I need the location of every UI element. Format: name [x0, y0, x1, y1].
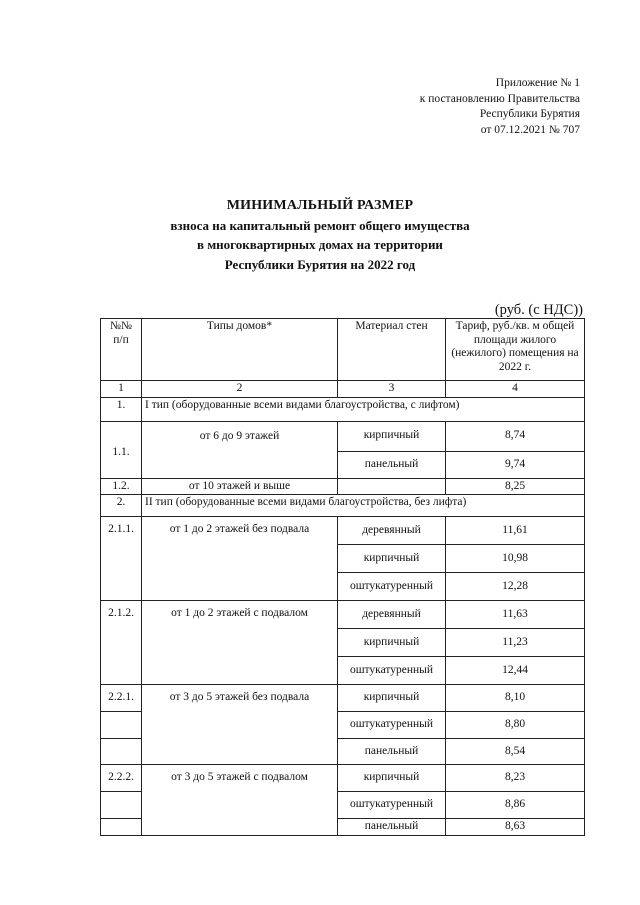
section-num: 1. — [101, 397, 142, 421]
empty-cell — [101, 739, 142, 765]
table-row — [101, 685, 585, 712]
row-type: от 1 до 2 этажей без подвала — [142, 517, 338, 601]
section-title: II тип (оборудованные всеми видами благоустройства, без лифта) — [142, 495, 585, 517]
row-tariff: 8,63 — [446, 819, 585, 836]
title-line: взноса на капитальный ремонт общего имущества — [170, 217, 470, 233]
col-number: 1 — [101, 381, 142, 398]
row-tariff: 8,54 — [446, 739, 585, 765]
row-tariff: 8,74 — [446, 421, 585, 451]
row-material: кирпичный — [338, 765, 446, 792]
row-material: оштукатуренный — [338, 792, 446, 819]
tariff-table — [100, 318, 585, 836]
row-material: панельный — [338, 819, 446, 836]
header-num: №№ п/п — [101, 319, 142, 381]
row-material: деревянный — [338, 601, 446, 629]
row-material: панельный — [338, 739, 446, 765]
section-row — [101, 495, 585, 517]
appendix-line: Республики Бурятия — [479, 108, 580, 120]
empty-cell — [101, 819, 142, 836]
row-tariff: 12,44 — [446, 657, 585, 685]
header-type: Типы домов* — [142, 319, 338, 381]
header-row — [101, 319, 585, 381]
section-num: 2. — [101, 495, 142, 517]
row-material: оштукатуренный — [338, 657, 446, 685]
row-tariff: 12,28 — [446, 573, 585, 601]
appendix-line: к постановлению Правительства — [419, 92, 580, 105]
empty-cell — [101, 712, 142, 739]
col-number: 2 — [142, 381, 338, 398]
row-tariff: 10,98 — [446, 545, 585, 573]
row-num: 2.1.2. — [101, 601, 142, 685]
row-type: от 1 до 2 этажей с подвалом — [142, 601, 338, 685]
table-row — [101, 765, 585, 792]
appendix-line: от 07.12.2021 № 707 — [480, 123, 580, 136]
row-type: от 10 этажей и выше — [142, 478, 338, 495]
row-type: от 3 до 5 этажей без подвала — [142, 685, 338, 765]
title-line: Республики Бурятия на 2022 год — [224, 256, 416, 272]
header-tariff: Тариф, руб./кв. м общей площади жилого (нежилого) помещения на 2022 г. — [446, 319, 585, 381]
row-num: 1.1. — [101, 421, 142, 478]
table-row — [101, 601, 585, 629]
row-material: панельный — [338, 451, 446, 478]
title-line: МИНИМАЛЬНЫЙ РАЗМЕР — [226, 198, 414, 213]
title-line: в многоквартирных домах на территории — [197, 237, 443, 252]
row-tariff: 8,10 — [446, 685, 585, 712]
row-material: деревянный — [338, 517, 446, 545]
document-title — [100, 196, 540, 274]
col-number: 4 — [446, 381, 585, 398]
row-tariff: 11,61 — [446, 517, 585, 545]
row-num: 2.2.1. — [101, 685, 142, 712]
row-material: кирпичный — [338, 545, 446, 573]
row-tariff: 8,80 — [446, 712, 585, 739]
row-type: от 6 до 9 этажей — [142, 421, 338, 478]
header-material: Материал стен — [338, 319, 446, 381]
row-material: кирпичный — [338, 685, 446, 712]
appendix-line: Приложение № 1 — [495, 77, 580, 89]
section-title: I тип (оборудованные всеми видами благоустройства, с лифтом) — [142, 397, 585, 421]
row-tariff: 8,86 — [446, 792, 585, 819]
row-num: 2.2.2. — [101, 765, 142, 792]
appendix-block — [380, 76, 580, 138]
row-material: оштукатуренный — [338, 573, 446, 601]
table-row — [101, 517, 585, 545]
row-tariff: 11,23 — [446, 629, 585, 657]
row-type: от 3 до 5 этажей с подвалом — [142, 765, 338, 836]
table-row — [101, 478, 585, 495]
row-tariff: 8,25 — [446, 478, 585, 495]
column-number-row — [101, 381, 585, 398]
row-material — [338, 478, 446, 495]
row-num: 2.1.1. — [101, 517, 142, 601]
row-material: оштукатуренный — [338, 712, 446, 739]
row-tariff: 11,63 — [446, 601, 585, 629]
row-material: кирпичный — [338, 421, 446, 451]
row-material: кирпичный — [338, 629, 446, 657]
currency-unit-note: (руб. (с НДС)) — [494, 302, 583, 318]
table-row — [101, 421, 585, 451]
col-number: 3 — [338, 381, 446, 398]
empty-cell — [101, 792, 142, 819]
section-row — [101, 397, 585, 421]
row-num: 1.2. — [101, 478, 142, 495]
row-tariff: 8,23 — [446, 765, 585, 792]
row-tariff: 9,74 — [446, 451, 585, 478]
